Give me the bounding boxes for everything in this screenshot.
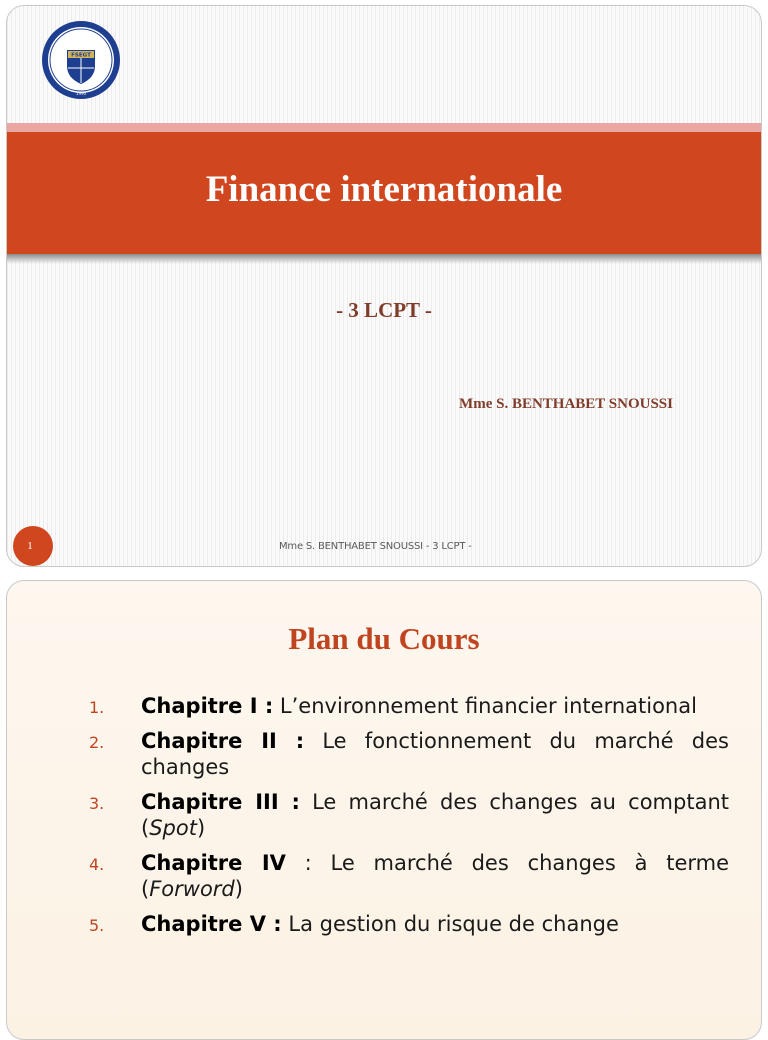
chapter-label: Chapitre II :	[141, 729, 305, 753]
plan-slide	[6, 580, 762, 1040]
list-item	[89, 693, 729, 719]
list-item	[89, 728, 729, 780]
item-number: 1.	[89, 698, 105, 717]
chapter-text: Le marché des changes au comptant (	[141, 790, 729, 840]
slide-title: Finance internationale	[205, 168, 563, 210]
item-number: 2.	[89, 733, 105, 752]
chapter-emphasis: Forword	[149, 877, 235, 901]
title-band-shadow	[7, 254, 761, 264]
chapter-label: Chapitre IV	[141, 851, 286, 875]
slide-footer: Mme S. BENTHABET SNOUSSI - 3 LCPT -	[279, 541, 472, 552]
list-item	[89, 911, 729, 937]
title-band	[7, 132, 761, 254]
chapter-text: La gestion du risque de change	[288, 912, 619, 936]
list-item	[89, 850, 729, 902]
chapter-label: Chapitre III :	[141, 790, 300, 814]
logo-text: FSEGT	[71, 52, 91, 59]
slide-subtitle: - 3 LCPT -	[336, 298, 432, 322]
chapter-emphasis: Spot	[149, 816, 197, 840]
chapter-text: Le fonctionnement du marché des changes	[141, 729, 729, 779]
author-name: Mme S. BENTHABET SNOUSSI	[459, 396, 673, 412]
list-item	[89, 789, 729, 841]
pink-accent-bar	[7, 123, 761, 132]
item-number: 3.	[89, 794, 105, 813]
chapter-label: Chapitre V :	[141, 912, 282, 936]
page-number: 1	[27, 540, 33, 552]
plan-title: Plan du Cours	[288, 621, 480, 656]
chapter-text: L’environnement financier international	[279, 694, 697, 718]
logo-year: 1990	[75, 91, 87, 96]
title-slide	[6, 5, 762, 567]
chapter-text-end: )	[234, 877, 243, 901]
chapter-text-end: )	[196, 816, 206, 840]
page-number-badge	[13, 526, 53, 566]
item-number: 4.	[89, 855, 105, 874]
plan-list	[89, 693, 729, 946]
item-number: 5.	[89, 916, 105, 935]
chapter-text: : Le marché des changes à terme (	[141, 851, 730, 901]
fsegt-logo	[41, 20, 121, 100]
chapter-label: Chapitre I :	[141, 694, 274, 718]
